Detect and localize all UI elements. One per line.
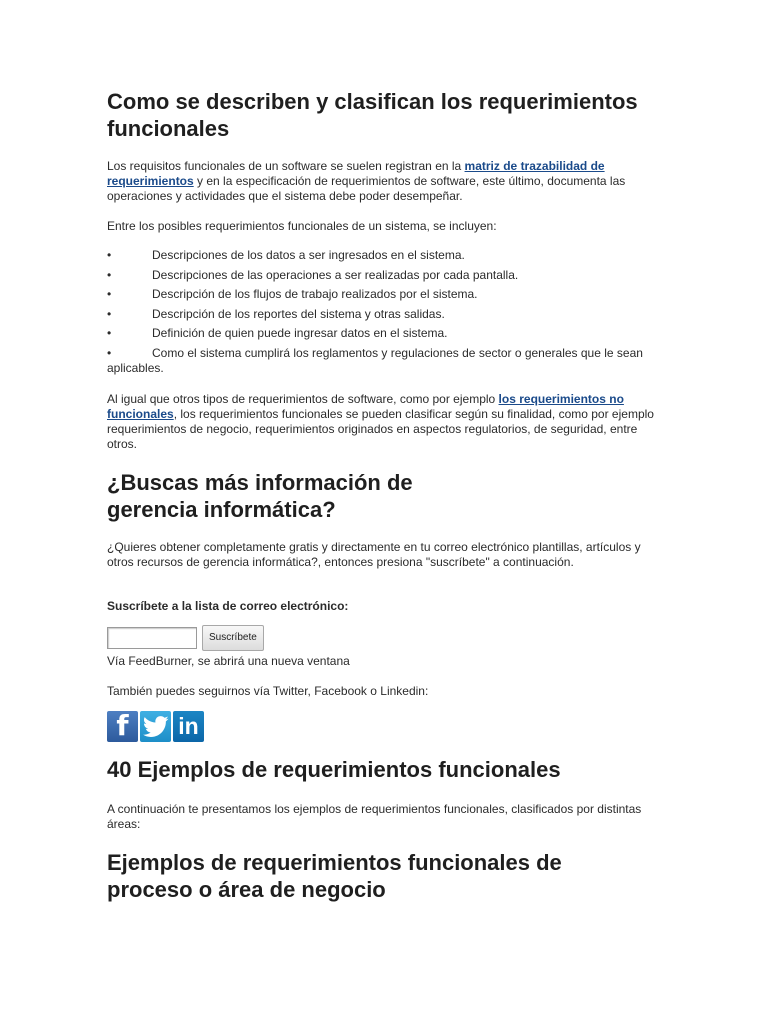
requirements-list [107, 248, 659, 376]
classification-paragraph: Al igual que otros tipos de requerimientos de software, como por ejemplo los requerimientos no funcionales, los requerimientos funcionales se pueden clasificar según su finalidad, como por ejemplo requerimientos de negocio, requerimientos originados en aspectos regulatorios, de seguridad, entre otros. [107, 391, 654, 451]
list-item: • Descripción de los flujos de trabajo realizados por el sistema. [107, 287, 478, 302]
subscribe-form [107, 625, 659, 651]
linkedin-icon[interactable]: in [173, 711, 204, 742]
bullet-icon: • [107, 345, 112, 360]
list-item: • Descripciones de las operaciones a ser realizadas por cada pantalla. [107, 267, 519, 282]
bullet-icon: • [107, 267, 112, 282]
follow-paragraph: También puedes seguirnos vía Twitter, Facebook o Linkedin: [107, 683, 429, 698]
examples-intro-paragraph: A continuación te presentamos los ejemplos de requerimientos funcionales, clasificados por distintas áreas: [107, 801, 642, 831]
section-heading-proceso: Ejemplos de requerimientos funcionales de proceso o área de negocio [107, 849, 562, 902]
list-item: • Descripciones de los datos a ser ingresados en el sistema. [107, 248, 465, 262]
bullet-icon: • [107, 248, 112, 262]
bullet-icon: • [107, 306, 112, 321]
newsletter-paragraph: ¿Quieres obtener completamente gratis y directamente en tu correo electrónico plantillas, artículos y otros recursos de gerencia informática?, entonces presiona "suscríbete" a continuación. [107, 539, 641, 569]
intro-paragraph [107, 159, 659, 204]
matrix-link[interactable]: matriz de trazabilidad de requerimientos [107, 159, 605, 188]
article [107, 88, 659, 903]
list-item: • Descripción de los reportes del sistema y otras salidas. [107, 306, 445, 321]
feedburner-note: Vía FeedBurner, se abrirá una nueva ventana [107, 653, 350, 668]
bullet-icon: • [107, 326, 112, 341]
subscribe-label: Suscríbete a la lista de correo electrónico: [107, 598, 349, 613]
section-heading-40-ejemplos: 40 Ejemplos de requerimientos funcionales [107, 756, 561, 782]
bullet-icon: • [107, 287, 112, 302]
intro-text-before: Los requisitos funcionales de un software se suelen registran en la [107, 159, 465, 173]
list-item: • Definición de quien puede ingresar datos en el sistema. [107, 326, 448, 341]
social-icons [107, 708, 659, 742]
non-functional-link[interactable]: los requerimientos no funcionales [107, 391, 624, 421]
list-item: • Como el sistema cumplirá los reglamentos y regulaciones de sector o generales que le sean aplicables. [107, 345, 643, 375]
list-intro-paragraph: Entre los posibles requerimientos funcionales de un sistema, se incluyen: [107, 219, 497, 233]
section-heading-describen: Como se describen y clasifican los requerimientos funcionales [107, 89, 638, 141]
subscribe-button[interactable]: Suscríbete [202, 625, 264, 651]
twitter-icon[interactable] [140, 711, 171, 742]
facebook-icon[interactable]: f [107, 711, 138, 742]
email-input[interactable] [107, 627, 197, 649]
intro-text-after: y en la especificación de requerimientos de software, este último, documenta las operaciones y actividades que el sistema debe poder desempeñar. [107, 174, 626, 203]
section-heading-buscas: ¿Buscas más información de gerencia informática? [107, 469, 413, 522]
